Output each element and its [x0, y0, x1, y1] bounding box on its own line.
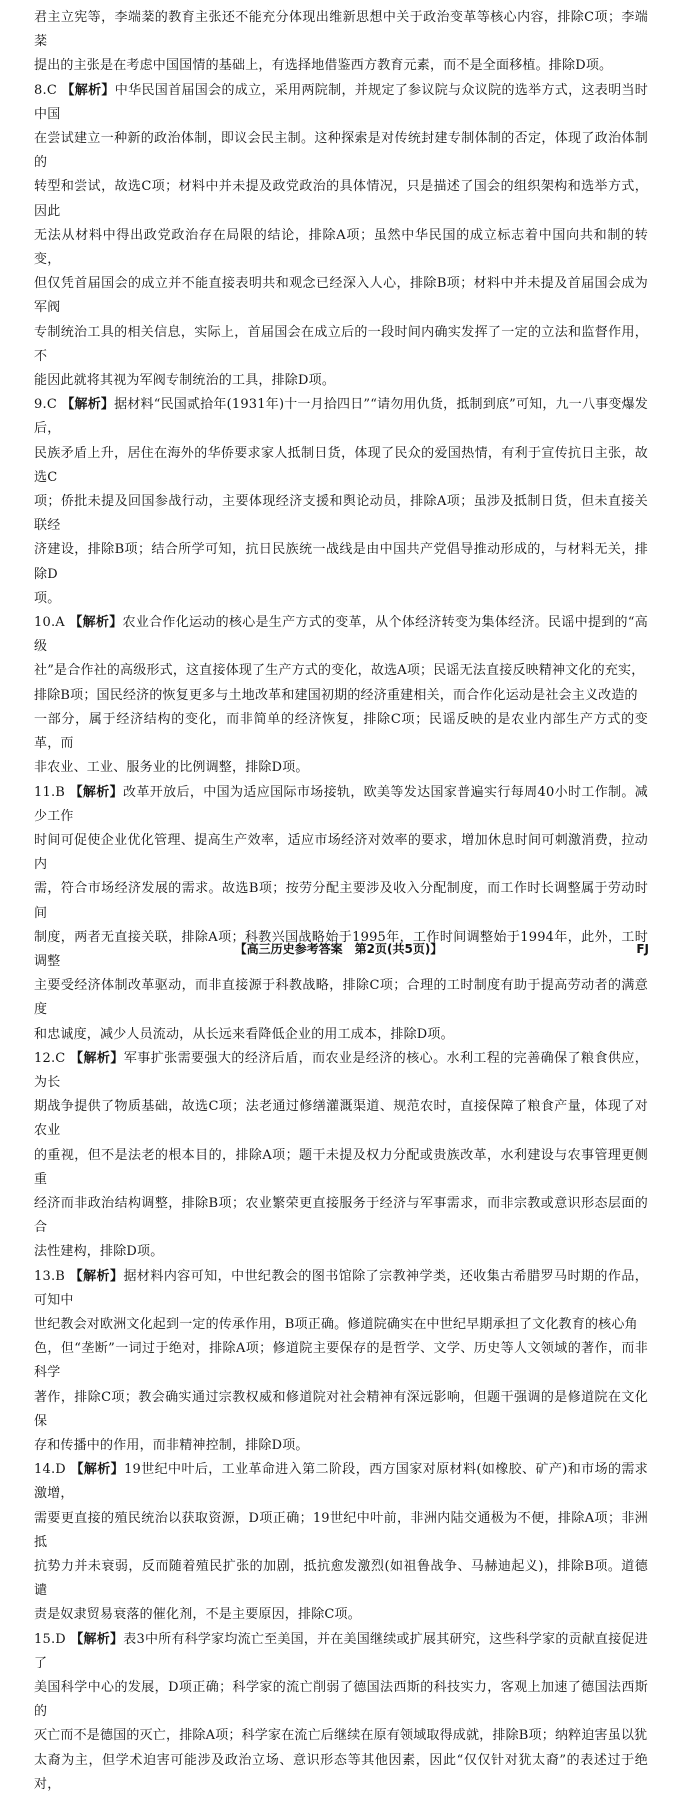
item-first-line [34, 1265, 648, 1313]
line-text: 19世纪中叶后，工业革命进入第二阶段，西方国家对原材料(如橡胶、矿产)和市场的需求激增， [34, 1462, 648, 1502]
question-number: 13. [34, 1268, 56, 1284]
text-line: 一部分，属于经济结构的变化，而非简单的经济恢复，排除C项；民谣反映的是农业内部生产方式的变革，而 [34, 711, 648, 752]
text-line: 著作，排除C项；教会确实通过宗教权威和修道院对社会精神有深远影响，但题干强调的是修道院在文化保 [34, 1389, 648, 1429]
answer-item-8 [34, 79, 648, 394]
answer-item-12 [34, 1047, 648, 1265]
analysis-tag: 【解析】 [70, 1050, 124, 1066]
text-line: 君主立宪等，李端棻的教育主张还不能充分体现出维新思想中关于政治变革等核心内容，排除C项；李端棻 [34, 10, 648, 50]
text-line: 太裔为主，但学术迫害可能涉及政治立场、意识形态等其他因素，因此“仅仅针对犹太裔”的表述过于绝对， [34, 1752, 648, 1792]
text-line: 法性建构，排除D项。 [34, 1244, 164, 1260]
analysis-tag: 【解析】 [69, 1268, 124, 1284]
text-line: 社”是合作社的高级形式，这直接体现了生产方式的变化，故选A项；民谣无法直接反映精神文化的充实， [34, 663, 645, 679]
text-line: 制度，两者无直接关联，排除A项；科教兴国战略始于1995年，工作时间调整始于1994年，此外，工时调整 [34, 929, 648, 969]
analysis-tag: 【解析】 [61, 397, 115, 413]
question-number: 14. [34, 1462, 56, 1478]
item-first-line [34, 79, 648, 127]
text-line: 项。 [34, 590, 61, 606]
analysis-tag: 【解析】 [70, 1462, 125, 1478]
text-line: 抗势力并未衰弱，反而随着殖民扩张的加剧，抵抗愈发激烈(如祖鲁战争、马赫迪起义)，排除B项。道德谴 [34, 1559, 648, 1599]
text-line: 时间可促使企业优化管理、提高生产效率，适应市场经济对效率的要求，增加休息时间可刺激消费，拉动内 [34, 832, 648, 873]
item-first-line [34, 611, 648, 659]
item-first-line [34, 1628, 648, 1676]
line-text: 中华民国首届国会的成立，采用两院制，并规定了参议院与众议院的选举方式，这表明当时中国 [34, 82, 648, 122]
text-line: 期战争提供了物质基础，故选C项；法老通过修缮灌溉渠道、规范农时，直接保障了粮食产量，体现了对农业 [34, 1099, 648, 1139]
item-first-line [34, 393, 648, 441]
line-text: 据材料内容可知，中世纪教会的图书馆除了宗教神学类，还收集古希腊罗马时期的作品，可知中 [34, 1268, 648, 1308]
text-line: 济建设，排除B项；结合所学可知，抗日民族统一战线是由中国共产党倡导推动形成的，与材料无关，排除D [34, 542, 648, 582]
answer-letter: B [55, 1268, 66, 1284]
text-line: 责是奴隶贸易衰落的催化剂，不是主要原因，排除C项。 [34, 1607, 361, 1623]
item-first-line [34, 1047, 648, 1095]
line-text: 农业合作化运动的核心是生产方式的变革，从个体经济转变为集体经济。民谣中提到的“高级 [34, 615, 648, 655]
answer-letter: C [46, 397, 57, 413]
question-number: 11. [34, 784, 56, 800]
item-first-line [34, 781, 648, 829]
text-line: 经济而非政治结构调整，排除B项；农业繁荣更直接服务于经济与军事需求，而非宗教或意识形态层面的合 [34, 1195, 648, 1236]
answer-letter: D [55, 1631, 66, 1647]
footer-code: FJ [636, 942, 649, 956]
text-line: 需要更直接的殖民统治以获取资源，D项正确；19世纪中叶前，非洲内陆交通极为不便，排除A项；非洲抵 [34, 1510, 648, 1550]
analysis-tag: 【解析】 [61, 82, 115, 98]
text-line: 的重视，但不是法老的根本目的，排除A项；题干未提及权力分配或贵族改革，水利建设与农事管理更侧重 [34, 1147, 648, 1187]
text-line: 和忠诚度，减少人员流动，从长远来看降低企业的用工成本，排除D项。 [34, 1026, 454, 1042]
question-number: 10. [34, 615, 56, 631]
line-text: 表3中所有科学家均流亡至美国，并在美国继续或扩展其研究，这些科学家的贡献直接促进了 [34, 1631, 648, 1671]
analysis-tag: 【解析】 [70, 1631, 124, 1647]
text-line: 灭亡而不是德国的灭亡，排除A项；科学家在流亡后继续在原有领域取得成就，排除B项；纳粹迫害虽以犹 [34, 1728, 648, 1744]
answer-item-10 [34, 611, 648, 780]
answer-letter: C [46, 82, 57, 98]
text-line: 能因此就将其视为军阀专制统治的工具，排除D项。 [34, 373, 336, 389]
answer-letter: C [55, 1050, 66, 1066]
text-line: 排除B项；国民经济的恢复更多与土地改革和建国初期的经济重建相关，而合作化运动是社会主义改造的 [34, 687, 638, 703]
answer-item-11 [34, 781, 648, 1047]
text-line: 专制统治工具的相关信息，实际上，首届国会在成立后的一段时间内确实发挥了一定的立法和监督作用，不 [34, 324, 648, 364]
text-line: 色，但“垄断”一词过于绝对，排除A项；修道院主要保存的是哲学、文学、历史等人文领域的著作，而非科学 [34, 1341, 648, 1381]
answer-letter: D [55, 1462, 66, 1478]
text-line: 世纪教会对欧洲文化起到一定的传承作用，B项正确。修道院确实在中世纪早期承担了文化教育的核心角 [34, 1316, 638, 1332]
item-first-line [34, 1458, 648, 1506]
text-line: 存和传播中的作用，而非精神控制，排除D项。 [34, 1437, 309, 1453]
line-text: 军事扩张需要强大的经济后盾，而农业是经济的核心。水利工程的完善确保了粮食供应，为长 [34, 1050, 648, 1090]
text-line: 项；侨批未提及回国参战行动，主要体现经济支援和舆论动员，排除A项；虽涉及抵制日货，但未直接关联经 [34, 494, 648, 534]
text-line: 民族矛盾上升，居住在海外的华侨要求家人抵制日货，体现了民众的爱国热情，有利于宣传抗日主张，故选C [34, 445, 648, 485]
line-text: 据材料“民国贰拾年(1931年)十一月拾四日”“请勿用仇货，抵制到底”可知，九一八事变爆发后， [34, 397, 648, 437]
answer-letter: A [55, 615, 65, 631]
question-number: 9. [34, 397, 47, 413]
text-line: 提出的主张是在考虑中国国情的基础上，有选择地借鉴西方教育元素，而不是全面移植。排除D项。 [34, 58, 613, 74]
analysis-tag: 【解析】 [69, 615, 123, 631]
text-line: 在尝试建立一种新的政治体制，即议会民主制。这种探索是对传统封建专制体制的否定，体现了政治体制的 [34, 131, 648, 171]
answer-item-13 [34, 1265, 648, 1459]
text-line: 转型和尝试，故选C项；材料中并未提及政党政治的具体情况，只是描述了国会的组织架构和选举方式，因此 [34, 179, 648, 219]
text-line: 无法从材料中得出政党政治存在局限的结论，排除A项；虽然中华民国的成立标志着中国向共和制的转变， [34, 227, 648, 268]
question-number: 15. [34, 1631, 56, 1647]
answer-item-14 [34, 1458, 648, 1627]
text-line: 主要受经济体制改革驱动，而非直接源于科教战略，排除C项；合理的工时制度有助于提高劳动者的满意度 [34, 978, 648, 1018]
analysis-tag: 【解析】 [69, 784, 124, 800]
question-number: 8. [34, 82, 47, 98]
answer-item-9 [34, 393, 648, 611]
text-line: 但仅凭首届国会的成立并不能直接表明共和观念已经深入人心，排除B项；材料中并未提及首届国会成为军阀 [34, 276, 648, 316]
question-number: 12. [34, 1050, 56, 1066]
answer-item-15 [34, 1628, 648, 1797]
intro-continuation [34, 6, 648, 79]
text-line: 需，符合市场经济发展的需求。故选B项；按劳分配主要涉及收入分配制度，而工作时长调整属于劳动时间 [34, 881, 648, 921]
text-line: 美国科学中心的发展，D项正确；科学家的流亡削弱了德国法西斯的科技实力，客观上加速了德国法西斯的 [34, 1680, 648, 1720]
footer-title: 【高三历史参考答案 第2页(共5页)】 [234, 942, 443, 956]
answer-content [34, 6, 648, 1797]
answer-letter: B [55, 784, 66, 800]
text-line: 非农业、工业、服务业的比例调整，排除D项。 [34, 760, 309, 776]
page-footer [0, 935, 677, 957]
line-text: 改革开放后，中国为适应国际市场接轨，欧美等发达国家普遍实行每周40小时工作制。减少工作 [34, 784, 648, 824]
